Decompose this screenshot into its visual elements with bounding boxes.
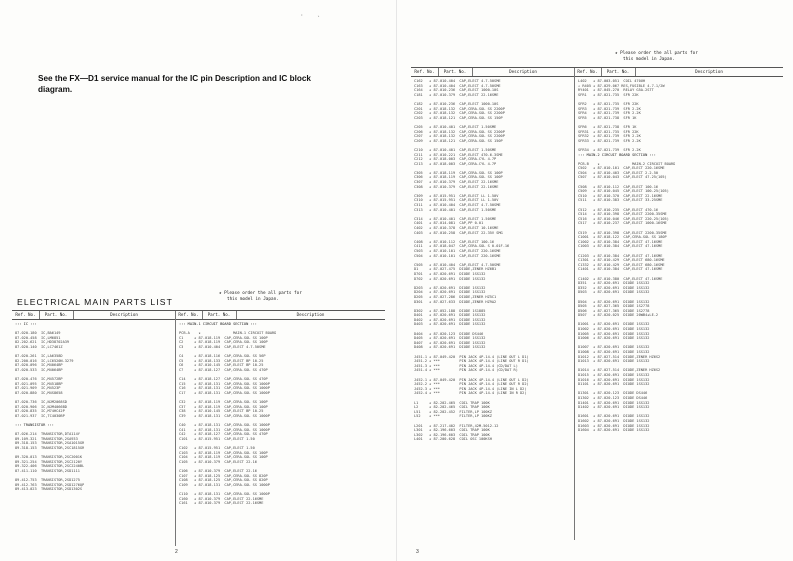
divider bbox=[202, 311, 203, 319]
parts-row: RY401 ★ 87-045-270 RELAY G5A-2STT bbox=[578, 88, 654, 93]
parts-row: D1101 ★ 87-020-691 DIODE 1SS132 bbox=[578, 382, 650, 387]
parts-row: 87-020-736 IC,NJM2068SD bbox=[15, 400, 67, 405]
parts-column bbox=[578, 79, 675, 433]
parts-row: SFR31 ★ 87-021-735 SFR 22K bbox=[578, 129, 639, 134]
parts-row: C182 ★ 87-010-236 CAP,ELECT 1000-10S bbox=[414, 101, 499, 106]
parts-row: 89-321-254 TRANSISTOR,2SC2120Y bbox=[15, 459, 83, 464]
parts-row: C502 ★ 87-010-101 CAP,ELECT 220-16SME bbox=[578, 166, 665, 171]
page-number: 3 bbox=[416, 549, 419, 555]
parts-row: C1401 ★ 87-010-384 CAP,ELECT 47-16SME bbox=[578, 267, 663, 272]
parts-row: D1601 ★ 87-020-691 DIODE 1SS132 bbox=[578, 414, 650, 419]
parts-row: C104 ★ 87-018-119 CAP,CERA-SOL SS 100P bbox=[179, 455, 268, 460]
parts-row: C3 ★ 87-010-404 CAP,ELECT 4.7-50SME bbox=[179, 344, 266, 349]
parts-row: SFR5 ★ 87-021-738 SFR 1K bbox=[578, 115, 637, 120]
parts-row: D1302 ★ 87-020-123 DIODE DS446 bbox=[578, 395, 648, 400]
parts-row: C162 ★ 87-010-404 CAP,ELECT 4.7-50SME bbox=[414, 79, 501, 83]
parts-row: C105 ★ 87-010-379 CAP,ELECT 22-16 bbox=[179, 459, 257, 464]
parts-row: C108 ★ 87-018-125 CAP,CERA-SOL SS 820P bbox=[179, 478, 268, 483]
parts-row: D408 ★ 87-020-691 DIODE 1SS132 bbox=[414, 345, 486, 350]
parts-row: 87-020-180 IC,BA6149 bbox=[15, 331, 61, 336]
parts-row: C110 ★ 87-018-131 CAP,CERA-SOL SS 1000P bbox=[179, 491, 270, 496]
parts-row: D701 ★ 87-020-691 DIODE 1SS132 bbox=[414, 271, 486, 276]
parts-row: C509 ★ 87-010-045 CAP,ELECT 100-25(105) bbox=[578, 189, 669, 194]
parts-row: L52 ★ *** FILTER,LP 100KZ bbox=[414, 414, 492, 419]
parts-row: 89-412-753 TRANSISTOR,2SD1275 bbox=[15, 478, 80, 483]
parts-row: SFR2 ★ 87-021-735 SFR 22K bbox=[578, 101, 639, 106]
parts-row: D1301 ★ 87-020-123 DIODE DS446 bbox=[578, 391, 648, 396]
parts-row: C508 ★ 87-010-112 CAP,ELECT 100-16 bbox=[578, 184, 659, 189]
divider bbox=[39, 311, 40, 319]
parts-row: C314 ★ 87-010-401 CAP,ELECT 1-50SME bbox=[414, 216, 497, 221]
parts-row: C213 ★ 87-018-003 CAP,CERA-CYL 4.7P bbox=[414, 161, 497, 166]
parts-row: SFR1 ★ 87-021-735 SFR 22K bbox=[578, 92, 639, 97]
parts-row: C203 ★ 87-018-121 CAP,CERA-SOL SS 150P bbox=[414, 115, 503, 120]
parts-row: C164 ★ 87-010-236 CAP,ELECT 1000-10S bbox=[414, 88, 499, 93]
parts-row: C201 ★ 87-018-132 CAP,CERA-SOL SS 2200P bbox=[414, 106, 505, 111]
parts-row: C519 ★ 87-010-398 CAP,ELECT 2200-35SME bbox=[578, 230, 667, 235]
parts-row: C307 ★ 87-010-379 CAP,ELECT 22-16SME bbox=[414, 180, 499, 185]
parts-row: D1602 ★ 87-020-691 DIODE 1SS132 bbox=[578, 418, 650, 423]
parts-row: 89-322-406 TRANSISTOR,2SC2240BL bbox=[15, 464, 85, 469]
parts-row: J451-4 ★ *** PIN JACK 4P-14.4 (CD/DAT R) bbox=[414, 368, 518, 373]
parts-row: C512 ★ 87-010-235 CAP,ELECT 470-16 bbox=[578, 207, 659, 212]
parts-row: L401 ★ 87-200-628 COIL OSC 100KSH bbox=[414, 437, 492, 442]
divider bbox=[236, 311, 237, 319]
parts-row: 87-411-110 TRANSISTOR,2SD1111 bbox=[15, 469, 80, 473]
parts-row: C202 ★ 87-018-132 CAP,CERA-SOL SS 2200P bbox=[414, 111, 505, 116]
parts-row: 87-026-214 TRANSISTOR,DTA114Y bbox=[15, 432, 80, 437]
parts-row: D1603 ★ 87-020-691 DIODE 1SS132 bbox=[578, 423, 650, 428]
parts-row: C310 ★ 87-015-951 CAP,ELECT LL 1-50V bbox=[414, 198, 499, 203]
parts-table-right bbox=[411, 67, 783, 540]
parts-row: D405 ★ 87-020-691 DIODE 1SS132 bbox=[414, 336, 486, 341]
parts-row: C505 ★ 87-010-404 CAP,ELECT 4.7-50SME bbox=[414, 262, 501, 267]
parts-row: C109 ★ 87-018-131 CAP,CERA-SOL SS 1000P bbox=[179, 482, 270, 487]
parts-row: C514 ★ 87-010-398 CAP,ELECT 2200-35SME bbox=[578, 212, 667, 217]
parts-row: 87-020-458 IC,LM6851 bbox=[15, 335, 61, 340]
page-number: 2 bbox=[175, 549, 178, 555]
divider bbox=[73, 311, 74, 319]
parts-row: C1003 ★ 87-010-384 CAP,ELECT 47-16SME bbox=[578, 244, 663, 249]
parts-list-title: ELECTRICAL MAIN PARTS LIST bbox=[17, 297, 173, 307]
parts-row: C306 ★ 87-018-119 CAP,CERA-SOL SS 100P bbox=[414, 175, 503, 180]
parts-row: C511 ★ 87-010-383 CAP,ELECT 33-25SME bbox=[578, 198, 663, 203]
parts-row: D505 ★ 87-027-365 DIODE 1S2778 bbox=[578, 304, 650, 309]
parts-row: D1007 ★ 87-020-691 DIODE 1SS132 bbox=[578, 345, 650, 350]
parts-row: L302 ★ 82-196-603 COIL TRAP 100K bbox=[414, 432, 490, 437]
parts-row: C305 ★ 87-018-119 CAP,CERA-SOL SS 100P bbox=[414, 170, 503, 175]
parts-row: J452-4 ★ *** PIN JACK 4P-14.4 (LINE IN R D2) bbox=[414, 391, 527, 396]
parts-row: 89-318-153 TRANSISTOR,2SC1815GR bbox=[15, 446, 85, 451]
parts-row: C411 ★ 87-018-047 CAP,CERA-SOL S 0.01F-16 bbox=[414, 244, 510, 249]
parts-row: SFR33 ★ 87-021-739 SFR 2.2K bbox=[578, 138, 641, 143]
divider bbox=[635, 68, 636, 76]
parts-row: C32 ★ 87-018-119 CAP,CERA-SOL SS 100P bbox=[179, 400, 268, 405]
parts-row: C1001 ★ 87-018-122 CAP,CERA-SOL SS 180P bbox=[578, 235, 667, 240]
parts-row: C102 ★ 87-015-951 CAP,ELECT 1-50 bbox=[179, 446, 255, 451]
section-heading: ::: TRANSISTOR ::: bbox=[15, 423, 54, 428]
parts-row: C210 ★ 87-010-401 CAP,ELECT 1-50SME bbox=[414, 147, 497, 152]
parts-table-left bbox=[12, 310, 385, 546]
parts-row: D403 ★ 87-020-691 DIODE 1SS132 bbox=[414, 322, 486, 327]
parts-row: 82-200-016 IC,LC6520N-3279 bbox=[15, 358, 74, 363]
parts-row: C516 ★ 87-010-046 CAP,ELECT 220-25(105) bbox=[578, 216, 669, 221]
parts-row: 87-021-909 IC,M4523P bbox=[15, 386, 61, 391]
parts-row: C5 ★ 87-018-133 CAP,ELECT BP 10-25 bbox=[179, 358, 264, 363]
divider bbox=[175, 311, 176, 546]
parts-row: C408 ★ 87-010-112 CAP,ELECT 100-16 bbox=[414, 239, 495, 244]
ic-manual-note: See the FX—D1 service manual for the IC pin Description and IC block diagram. bbox=[38, 74, 311, 94]
parts-row: C101 ★ 87-015-951 CAP,ELECT 1-50 bbox=[179, 436, 255, 441]
parts-row: C14 ★ 87-018-127 CAP,CERA-SOL SS 470P bbox=[179, 377, 268, 382]
parts-row: D1008 ★ 87-020-691 DIODE 1SS132 bbox=[578, 350, 650, 355]
parts-row: SFR32 ★ 87-021-739 SFR 2.2K bbox=[578, 134, 641, 139]
parts-row: C205 ★ 87-010-401 CAP,ELECT 1-50SME bbox=[414, 124, 497, 129]
parts-row: D1001 ★ 87-020-691 DIODE 1SS132 bbox=[578, 322, 650, 327]
parts-row: J452-3 ★ *** PIN JACK 4P-14.4 (LINE IN L D2) bbox=[414, 386, 527, 391]
parts-row: D402 ★ 87-020-691 DIODE 1SS132 bbox=[414, 317, 486, 322]
parts-row: D301 ★ 87-027-633 DIODE,ZENER HZ9A2 bbox=[414, 299, 497, 304]
order-note: ★ Please order the all parts for this model in Japan. bbox=[219, 291, 302, 302]
parts-row: C160 ★ 87-010-379 CAP,ELECT 22-16SME bbox=[179, 496, 264, 501]
parts-row: C311 ★ 87-010-404 CAP,ELECT 4.7-50SME bbox=[414, 203, 501, 208]
parts-row: C403 ★ 87-010-258 CAP,ELECT 22-35V SMG bbox=[414, 230, 503, 235]
parts-row: D404 ★ 87-020-123 DIODE DS446 bbox=[414, 331, 484, 336]
parts-column bbox=[414, 79, 529, 442]
parts-row: C39 ★ 87-018-131 CAP,CERA-SOL SS 1000P bbox=[179, 413, 270, 418]
parts-row: L1 ★ 82-202-465 COIL TRAP 100K bbox=[414, 400, 490, 405]
parts-row: 87-021-937 IC,TC4030BP bbox=[15, 413, 65, 418]
parts-row: C1402 ★ 87-010-380 CAP,ELECT 47-16SME bbox=[578, 276, 663, 281]
parts-row: C504 ★ 87-010-403 CAP,ELECT 2.2-50 bbox=[578, 170, 659, 175]
parts-row: C507 ★ 87-010-043 CAP,ELECT 47-25(105) bbox=[578, 175, 667, 180]
parts-row: J451-2 ★ *** PIN JACK 4P-14.4 (LINE OUT R D1) bbox=[414, 359, 529, 364]
parts-row: D503 ★ 87-020-691 DIODE 1SS132 bbox=[578, 290, 650, 295]
parts-row: C1332 ★ 87-010-429 CAP,ELECT 680-16SME bbox=[578, 262, 665, 267]
parts-row: D1005 ★ 87-020-691 DIODE 1SS132 bbox=[578, 331, 650, 336]
parts-row: D1014 ★ 87-027-514 DIODE,ZENER HZ6S2 bbox=[578, 368, 661, 373]
parts-row: D702 ★ 87-020-691 DIODE 1SS132 bbox=[414, 276, 486, 281]
parts-row: D1401 ★ 87-020-691 DIODE 1SS132 bbox=[578, 400, 650, 405]
table-header: Ref. No. Part. No. Description Ref. No. Part. No. Description bbox=[411, 68, 783, 77]
parts-row: SFR6 ★ 87-021-738 SFR 1K bbox=[578, 124, 637, 129]
parts-row: C38 ★ 87-010-145 CAP,ELECT BP 10-25 bbox=[179, 409, 264, 414]
parts-row: 87-021-095 IC,M4518BP bbox=[15, 381, 63, 386]
parts-row: C211 ★ 87-010-221 CAP,ELECT 470-6.3SME bbox=[414, 152, 503, 157]
parts-row: D352 ★ 87-020-691 DIODE 1SS132 bbox=[578, 285, 650, 290]
parts-column bbox=[179, 322, 276, 506]
parts-row: C2 ★ 87-018-119 CAP,CERA-SOL SS 100P bbox=[179, 340, 268, 345]
parts-row: C212 ★ 87-018-003 CAP,CERA-CYL 4.7P bbox=[414, 157, 497, 162]
parts-row: C161 ★ 87-010-379 CAP,ELECT 22-16SME bbox=[179, 501, 264, 506]
parts-row: J451-1 ★ 87-049-420 PIN JACK 4P-14.4 (LINE OUT L D1) bbox=[414, 354, 529, 359]
parts-row: SFR4 ★ 87-021-739 SFR 2.2K bbox=[578, 111, 641, 116]
parts-row: D1006 ★ 87-020-691 DIODE 1SS132 bbox=[578, 336, 650, 341]
order-note: ★ Please order the all parts for this model in Japan. bbox=[615, 51, 698, 62]
parts-row: 87-020-533 IC,M4064BP bbox=[15, 367, 63, 372]
parts-row: SFR34 ★ 87-021-739 SFR 2.2K bbox=[578, 147, 641, 152]
parts-row: C1203 ★ 87-010-384 CAP,ELECT 47-16SME bbox=[578, 253, 663, 258]
parts-row: D203 ★ 87-020-691 DIODE 1SS132 bbox=[414, 285, 486, 290]
parts-row: C7 ★ 87-018-127 CAP,CERA-SOL SS 470P bbox=[179, 367, 268, 372]
parts-row: SFR3 ★ 87-021-739 SFR 2.2K bbox=[578, 106, 641, 111]
parts-row: 87-020-835 IC,M74HC42P bbox=[15, 409, 65, 414]
parts-row: C517 ★ 87-010-237 CAP,ELECT 1000-16SME bbox=[578, 221, 667, 226]
parts-row: 89-318-153 TRANSISTOR,2SA1015GR bbox=[15, 441, 85, 446]
parts-row: D1402 ★ 87-020-691 DIODE 1SS132 bbox=[578, 405, 650, 410]
parts-row: C40 ★ 87-018-131 CAP,CERA-SOL SS 1000P bbox=[179, 423, 270, 428]
parts-row: PCB-B ★ MAIN-2 CIRCUIT BOARD bbox=[578, 161, 676, 166]
parts-row: D1013 ★ 87-020-691 DIODE 1SS132 bbox=[578, 359, 650, 364]
parts-row: 89-109-321 TRANSISTOR,2SA933 bbox=[15, 436, 78, 441]
parts-row: C106 ★ 87-010-379 CAP,ELECT 22-16 bbox=[179, 469, 257, 473]
parts-row: D204 ★ 87-020-691 DIODE 1SS132 bbox=[414, 290, 486, 295]
section-heading: ::: MAIN-1 CIRCUIT BOARD SECTION ::: bbox=[179, 322, 257, 326]
parts-row: L201 ★ 87-217-402 FILTER,42M-5012-12 bbox=[414, 423, 499, 428]
parts-row: C504 ★ 87-010-101 CAP,ELECT 220-16SME bbox=[414, 253, 501, 258]
section-heading: ::: IC ::: bbox=[15, 322, 37, 326]
parts-row: 87-020-476 IC,M4572BP bbox=[15, 377, 63, 382]
parts-row: 89-320-013 TRANSISTOR,2SC2001K bbox=[15, 455, 83, 460]
parts-row: C1002 ★ 87-010-384 CAP,ELECT 47-16SME bbox=[578, 239, 663, 244]
parts-row: 89-412-763 TRANSISTOR,2SD1276QP bbox=[15, 482, 85, 487]
parts-row: D506 ★ 87-027-365 DIODE 1S2778 bbox=[578, 308, 650, 313]
parts-row: C163 ★ 87-010-404 CAP,ELECT 4.7-50SME bbox=[414, 83, 501, 88]
parts-row: C17 ★ 87-018-131 CAP,CERA-SOL SS 1000P bbox=[179, 390, 270, 395]
parts-row: J451-3 ★ *** PIN JACK 4P-14.4 (CD/DAT L) bbox=[414, 363, 518, 368]
parts-row: PCB-A ★ MAIN-1 CIRCUIT BOARD bbox=[179, 331, 277, 336]
parts-row: ⚠ R405 ★ 87-029-067 RES,FUSIBLE 4.7-1/2W bbox=[578, 83, 665, 88]
parts-row: 87-020-880 IC,M4S8658 bbox=[15, 390, 63, 395]
section-heading: ::: MAIN-2 CIRCUIT BOARD SECTION ::: bbox=[578, 152, 656, 157]
parts-row: C41 ★ 87-018-131 CAP,CERA-SOL SS 1000P bbox=[179, 427, 270, 432]
parts-row: C181 ★ 87-010-379 CAP,ELECT 22-16SME bbox=[414, 92, 499, 97]
parts-row: D351 ★ 87-020-691 DIODE 1SS132 bbox=[578, 281, 650, 286]
parts-row: C207 ★ 87-018-132 CAP,CERA-SOL SS 2200P bbox=[414, 134, 505, 139]
parts-row: C1301 ★ 87-010-429 CAP,ELECT 680-16SME bbox=[578, 258, 665, 263]
parts-row: C401 ★ 87-014-081 CAP,PP 0.01 bbox=[414, 221, 484, 226]
parts-row: C209 ★ 87-018-121 CAP,CERA-SOL SS 150P bbox=[414, 138, 503, 143]
parts-row: C37 ★ 87-018-119 CAP,CERA-SOL SS 100P bbox=[179, 404, 268, 409]
parts-row: 87-020-261 IC,LA6358D bbox=[15, 354, 63, 359]
parts-row: C313 ★ 87-010-401 CAP,ELECT 1-50SME bbox=[414, 207, 497, 212]
parts-row: C4 ★ 87-018-116 CAP,CERA-SOL SS 56P bbox=[179, 354, 266, 359]
scan-mark: · bbox=[300, 12, 304, 19]
parts-row: C308 ★ 87-010-379 CAP,ELECT 22-16SME bbox=[414, 184, 499, 189]
parts-row: 87-020-140 IC,LC7461Z bbox=[15, 344, 63, 349]
parts-row: C15 ★ 87-018-131 CAP,CERA-SOL SS 1000P bbox=[179, 381, 270, 386]
parts-row: C107 ★ 87-018-125 CAP,CERA-SOL SS 820P bbox=[179, 473, 268, 478]
parts-row: D401 ★ 87-020-691 DIODE 1SS132 bbox=[414, 313, 486, 318]
parts-row: D1015 ★ 87-020-691 DIODE 1SS132 bbox=[578, 373, 650, 377]
parts-row: 82-202-621 IC,HD38702A39 bbox=[15, 340, 70, 345]
divider bbox=[438, 68, 439, 76]
parts-row: L402 ★ 87-003-051 COIL 470UH bbox=[578, 79, 646, 83]
parts-row: C503 ★ 87-010-101 CAP,ELECT 220-16SME bbox=[414, 248, 501, 253]
parts-row: C402 ★ 87-010-378 CAP,ELECT 10-16SME bbox=[414, 226, 499, 230]
parts-row: 87-020-096 IC,M4064BP bbox=[15, 363, 63, 368]
parts-row: D1604 ★ 87-020-691 DIODE 1SS132 bbox=[578, 428, 650, 433]
parts-row: C42 ★ 87-018-127 CAP,CERA-SOL SS 470P bbox=[179, 432, 268, 437]
parts-row: L301 ★ 82-196-603 COIL TRAP 100K bbox=[414, 428, 490, 433]
parts-row: 89-413-023 TRANSISTOR,2SD1302S bbox=[15, 487, 83, 492]
parts-row: L51 ★ 82-202-452 FILTER,LP 100KZ bbox=[414, 409, 492, 414]
table-header: Ref. No. Part. No. Description Ref. No. Part. No. Description bbox=[12, 311, 385, 320]
parts-row: D1012 ★ 87-027-514 DIODE,ZENER HZ6S2 bbox=[578, 354, 661, 359]
parts-row: C510 ★ 87-010-370 CAP,ELECT 22-16SME bbox=[578, 193, 663, 198]
parts-row: J452-1 ★ 87-049-420 PIN JACK 4P-14.4 (LINE OUT L D2) bbox=[414, 377, 529, 382]
scan-mark: ` bbox=[317, 16, 321, 23]
parts-row: 87-020-906 IC,NJM4066BD bbox=[15, 404, 67, 409]
parts-row: C103 ★ 87-018-119 CAP,CERA-SOL SS 100P bbox=[179, 450, 268, 455]
parts-row: D1016 ★ 87-020-691 DIODE 1SS132 bbox=[578, 377, 650, 382]
divider bbox=[472, 68, 473, 76]
parts-row: C6 ★ 87-010-145 CAP,ELECT BP 10-25 bbox=[179, 363, 264, 368]
parts-row: C16 ★ 87-018-131 CAP,CERA-SOL SS 1000P bbox=[179, 386, 270, 391]
right-page bbox=[317, 0, 793, 561]
parts-column bbox=[15, 322, 84, 492]
parts-row: C206 ★ 87-018-132 CAP,CERA-SOL SS 2200P bbox=[414, 129, 505, 134]
parts-row: L2 ★ 82-202-465 COIL TRAP 100K bbox=[414, 405, 490, 410]
parts-row: J452-2 ★ *** PIN JACK 4P-14.4 (LINE OUT R D2) bbox=[414, 382, 529, 387]
parts-row: D1 ★ 87-027-475 DIODE,ZENER HZ6B1 bbox=[414, 267, 497, 272]
parts-row: D507 ★ 87-020-025 DIODE 20WB4★LE-2 bbox=[578, 313, 659, 318]
divider bbox=[574, 68, 575, 540]
parts-row: D205 ★ 87-027-286 DIODE,ZENER HZ5C1 bbox=[414, 294, 497, 299]
divider bbox=[601, 68, 602, 76]
parts-row: C1 ★ 87-018-119 CAP,CERA-SOL SS 100P bbox=[179, 335, 268, 340]
parts-row: D302 ★ 87-052-188 DIODE 1S1885 bbox=[414, 308, 486, 313]
parts-row: C309 ★ 87-015-951 CAP,ELECT LL 1-50V bbox=[414, 193, 499, 198]
parts-row: D504 ★ 87-020-691 DIODE 1SS132 bbox=[578, 299, 650, 304]
parts-row: D1002 ★ 87-020-691 DIODE 1SS132 bbox=[578, 327, 650, 332]
parts-row: D407 ★ 87-020-691 DIODE 1SS132 bbox=[414, 340, 486, 345]
